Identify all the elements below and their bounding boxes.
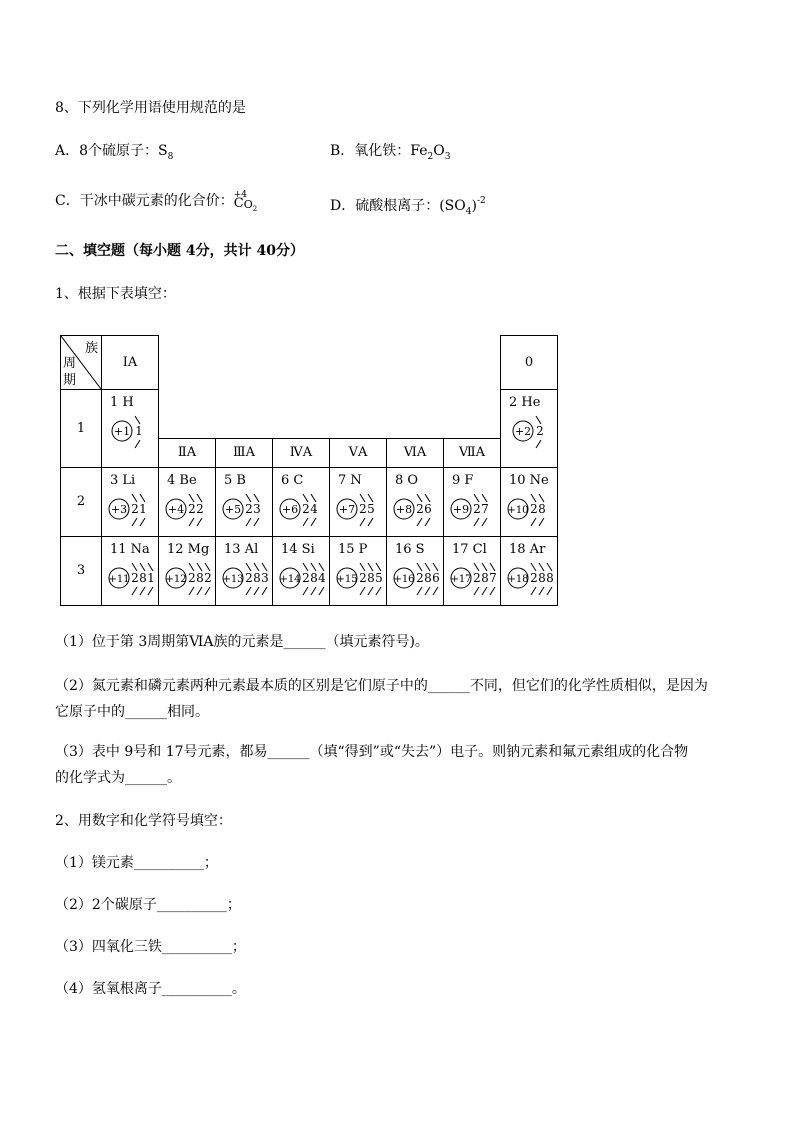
shell-electron-count: 2 — [302, 570, 310, 585]
empty-gap — [159, 336, 501, 390]
atom-structure-diagram — [393, 492, 443, 532]
corner-period-label-1: 周 — [63, 356, 77, 371]
shell-electron-count: 6 — [424, 501, 432, 516]
group-header: ⅥA — [387, 438, 444, 467]
element-cell-H — [102, 390, 159, 468]
element-cell-Li — [102, 467, 159, 536]
option-a: A．8个硫原子：$S_8$ — [55, 143, 174, 162]
element-cell-Si — [273, 536, 330, 605]
element-label: 5 B — [224, 472, 246, 488]
nucleus-charge: +5 — [224, 502, 242, 516]
element-cell-Na — [102, 536, 159, 605]
nucleus-charge: +17 — [450, 573, 472, 585]
option-c: C．干冰中碳元素的化合价： +4 C $O_2$ — [55, 191, 264, 211]
nucleus-charge: +13 — [222, 573, 244, 585]
element-label: 7 N — [338, 472, 362, 488]
atom-structure-diagram — [507, 561, 557, 601]
element-cell-Al — [216, 536, 273, 605]
svg-text:1: 1 — [135, 424, 143, 438]
group-header: ⅣA — [273, 438, 330, 467]
corner-period-label-2: 期 — [63, 373, 77, 388]
periodic-table — [60, 335, 558, 606]
atom-structure-diagram — [222, 492, 272, 532]
question-1-part-3-line-1: （3）表中 9号和 17号元素，都易______（填“得到”或“失去”）电子。则钠元素和氟元素组成的化合物 — [55, 744, 689, 760]
question-1-part-2-line-1: （2）氮元素和磷元素两种元素最本质的区别是它们原子中的______不同，但它们的化学性质相似，是因为 — [55, 678, 708, 694]
question-2-item: （1）镁元素__________； — [55, 855, 218, 871]
atom-structure-diagram — [165, 561, 215, 601]
element-label: 18 Ar — [509, 541, 546, 557]
group-header: ⅦA — [444, 438, 501, 467]
element-cell-F — [444, 467, 501, 536]
shell-electron-count: 7 — [481, 501, 489, 516]
element-cell-O — [387, 467, 444, 536]
nucleus-charge: +6 — [281, 502, 299, 516]
shell-electron-count: 2 — [245, 570, 253, 585]
atom-structure-diagram — [336, 492, 386, 532]
element-label: 1 H — [110, 395, 134, 410]
element-cell-Cl — [444, 536, 501, 605]
element-label: 2 He — [509, 395, 541, 410]
shell-electron-count: 2 — [196, 501, 204, 516]
shell-electron-count: 2 — [530, 570, 538, 585]
shell-electron-count: 2 — [530, 501, 538, 516]
element-cell-B — [216, 467, 273, 536]
nucleus-charge: +15 — [336, 573, 358, 585]
shell-electron-count: 4 — [318, 570, 326, 585]
atom-structure-diagram — [222, 561, 272, 601]
group-header: ⅤA — [330, 438, 387, 467]
atom-structure-diagram — [165, 492, 215, 532]
shell-electron-count: 2 — [131, 570, 139, 585]
atom-structure-diagram — [450, 561, 500, 601]
element-cell-C — [273, 467, 330, 536]
element-cell-Be — [159, 467, 216, 536]
nucleus-charge: +18 — [507, 573, 529, 585]
corner-group-label: 族 — [84, 341, 98, 356]
shell-electron-count: 5 — [375, 570, 383, 585]
shell-electron-count: 8 — [481, 570, 489, 585]
atom-structure-diagram — [108, 561, 158, 601]
element-label: 16 S — [395, 541, 425, 557]
period-1: 1 — [61, 390, 102, 468]
atom-structure-diagram — [393, 561, 443, 601]
element-label: 13 Al — [224, 541, 259, 557]
atom-structure-diagram — [507, 492, 557, 532]
nucleus-charge: +11 — [108, 573, 130, 585]
element-cell-He — [501, 390, 558, 468]
option-b: B．氧化铁：$Fe_2O_3$ — [330, 143, 451, 162]
atom-structure-diagram — [336, 561, 386, 601]
shell-electron-count: 3 — [253, 501, 261, 516]
nucleus-charge: +10 — [507, 504, 529, 516]
nucleus-charge: +7 — [338, 502, 356, 516]
group-header: ⅡA — [159, 438, 216, 467]
question-2-item: （4）氢氧根离子__________。 — [55, 981, 246, 997]
shell-electron-count: 2 — [416, 570, 424, 585]
group-header-0: 0 — [501, 336, 558, 390]
question-1-title: 1、根据下表填空： — [55, 286, 176, 302]
shell-electron-count: 8 — [196, 570, 204, 585]
shell-electron-count: 2 — [245, 501, 253, 516]
shell-electron-count: 8 — [538, 570, 546, 585]
atom-structure-diagram — [507, 414, 553, 454]
shell-electron-count: 2 — [204, 570, 212, 585]
atom-structure-diagram — [108, 414, 154, 454]
shell-electron-count: 8 — [310, 570, 318, 585]
nucleus-charge: +3 — [110, 502, 128, 516]
question-1-part-3-line-2: 的化学式为______。 — [55, 770, 181, 786]
nucleus-charge: +9 — [452, 502, 470, 516]
shell-electron-count: 2 — [473, 570, 481, 585]
element-label: 17 Cl — [452, 541, 487, 557]
question-2-title: 2、用数字和化学符号填空： — [55, 813, 232, 829]
atom-structure-diagram — [108, 492, 158, 532]
group-header: ⅢA — [216, 438, 273, 467]
element-label: 15 P — [338, 541, 368, 557]
element-cell-P — [330, 536, 387, 605]
question-8-title: 8、下列化学用语使用规范的是 — [55, 100, 246, 116]
svg-text:+1: +1 — [113, 425, 131, 438]
shell-electron-count: 1 — [139, 501, 147, 516]
element-label: 8 O — [395, 472, 419, 488]
element-cell-N — [330, 467, 387, 536]
atom-structure-diagram — [279, 561, 329, 601]
element-label: 3 Li — [110, 472, 136, 488]
shell-electron-count: 8 — [253, 570, 261, 585]
group-header-IA: ⅠA — [102, 336, 159, 390]
section-2-heading: 二、填空题（每小题 4分，共计 40分） — [55, 243, 304, 259]
shell-electron-count: 8 — [424, 570, 432, 585]
shell-electron-count: 2 — [473, 501, 481, 516]
question-1-part-2-line-2: 它原子中的______相同。 — [55, 704, 209, 720]
shell-electron-count: 2 — [359, 570, 367, 585]
shell-electron-count: 2 — [302, 501, 310, 516]
element-cell-S — [387, 536, 444, 605]
shell-electron-count: 2 — [188, 501, 196, 516]
element-label: 14 Si — [281, 541, 315, 557]
question-2-item: （2）2个碳原子__________； — [55, 897, 241, 913]
valence-notation: +4 C $O_2$ — [233, 190, 258, 214]
period-2: 2 — [61, 467, 102, 536]
question-2-item: （3）四氧化三铁__________； — [55, 939, 246, 955]
element-label: 6 C — [281, 472, 304, 488]
element-cell-Ar — [501, 536, 558, 605]
shell-electron-count: 8 — [546, 570, 554, 585]
element-label: 12 Mg — [167, 541, 210, 557]
nucleus-charge: +4 — [167, 502, 185, 516]
shell-electron-count: 6 — [432, 570, 440, 585]
shell-electron-count: 2 — [131, 501, 139, 516]
element-cell-Mg — [159, 536, 216, 605]
atom-structure-diagram — [279, 492, 329, 532]
shell-electron-count: 5 — [367, 501, 375, 516]
shell-electron-count: 2 — [188, 570, 196, 585]
shell-electron-count: 2 — [416, 501, 424, 516]
shell-electron-count: 8 — [538, 501, 546, 516]
shell-electron-count: 7 — [489, 570, 497, 585]
element-label: 9 F — [452, 472, 474, 488]
shell-electron-count: 8 — [367, 570, 375, 585]
shell-electron-count: 8 — [139, 570, 147, 585]
atom-structure-diagram — [450, 492, 500, 532]
shell-electron-count: 4 — [310, 501, 318, 516]
element-label: 11 Na — [110, 541, 150, 557]
element-cell-Ne — [501, 467, 558, 536]
nucleus-charge: +16 — [393, 573, 415, 585]
nucleus-charge: +8 — [395, 502, 413, 516]
nucleus-charge: +12 — [165, 573, 187, 585]
shell-electron-count: 1 — [147, 570, 155, 585]
empty-gap — [159, 390, 501, 439]
svg-text:2: 2 — [536, 424, 544, 438]
shell-electron-count: 2 — [359, 501, 367, 516]
nucleus-charge: +14 — [279, 573, 301, 585]
question-1-part-1: （1）位于第 3周期第ⅥA族的元素是______（填元素符号)。 — [55, 634, 429, 650]
svg-text:+2: +2 — [514, 425, 532, 438]
period-3: 3 — [61, 536, 102, 605]
element-label: 10 Ne — [509, 472, 549, 488]
option-d: D．硫酸根离子：$(SO_4)^{-2}$ — [330, 196, 486, 217]
shell-electron-count: 3 — [261, 570, 269, 585]
table-corner-header — [61, 336, 102, 390]
element-label: 4 Be — [167, 472, 197, 488]
